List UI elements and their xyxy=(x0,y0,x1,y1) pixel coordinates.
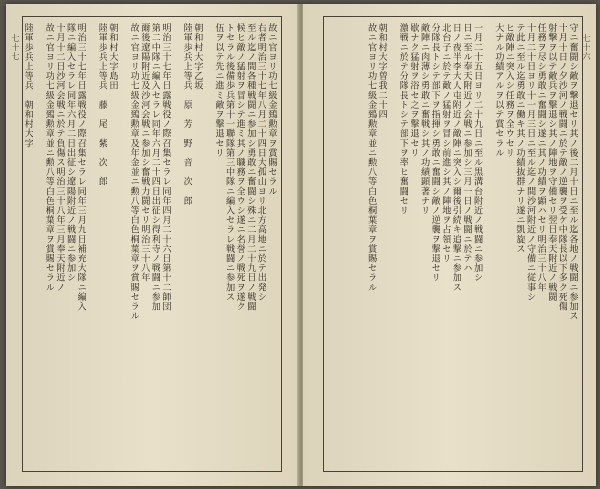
text-column xyxy=(117,23,129,463)
text-column xyxy=(201,23,213,463)
text-column: 日ニ至ル奉天附近ノ会戦ニ参加シ三月一日ノ戦闘ニ於テハ xyxy=(461,23,472,273)
text-column: ヒ敵陣ニ突入シ任務ヲ全ウセリ xyxy=(503,23,515,158)
text-column xyxy=(32,23,44,463)
text-column: 故ニ官ヨリ功七級金鵄勲章及年金並ニ勲八等白色桐葉章ヲ賞賜セラル xyxy=(128,23,140,321)
page-number-left: 七十七 xyxy=(11,34,20,61)
text-column: 歇ナク猛射ヲ浴セ之ヲ撃退セリ xyxy=(408,23,419,158)
text-column: 射撃ヲ以テ敵兵ヲ撃退シ其ノ陣地ヲ守備セリ翌日奉天附近ノ戦闘 xyxy=(545,23,557,302)
text-column: 故ニ官ヨリ功七級金鵄勲章並ニ勲八等白色桐葉章ヲ賞賜セラル xyxy=(43,23,55,292)
text-column: 故ニ官ヨリ功七級金鵄勲章ヲ賞賜セラル xyxy=(266,23,277,196)
text-column: 明治三十七年日露戦役ノ際召集セラレ同年四月二十六日第十二師団 xyxy=(160,23,171,311)
text-column: 敵陣ニ肉薄シ勇敢ニ奮戦シ其ノ功績顕著ナリ xyxy=(418,23,430,215)
text-column: 大ナル功績アルヲ以テ賞セラル xyxy=(492,23,504,158)
text-column: 十月十日ノ夕沙河ノ戦闘ニ於テ敵ノ逆襲ヲ受ケ中隊長以下多ク死傷 xyxy=(556,23,568,311)
text-column: 陸軍歩兵上等兵 朝和村大字 xyxy=(22,23,34,148)
text-column: 守ニ奮闘シ敵ヲ撃退セリ其ノ後二月十日ニ至ル迄各地ノ戦闘ニ参加ス xyxy=(567,23,578,321)
text-column xyxy=(170,23,182,463)
text-column: 日ノ夜半李大人屯附近ノ敵陣ニ突入シ爾後引続キ追撃ニ参加ス xyxy=(450,23,462,292)
text-column: 朝和村大字乙坂 xyxy=(191,23,203,91)
text-column: 右者明治三十七年八月二十四日大孤山ヨリ北方高地ニ於テ出発シ xyxy=(255,23,267,302)
text-column xyxy=(386,23,398,463)
text-column: 任務ヲ尽シ勇敢ニ奮闘シ遂ニ其ノ功績ヲ顕ハセリ明治三十八年 xyxy=(535,23,547,292)
text-column: 第二中隊ニ編入セラレ同年六月二十四日出征シ得利寺ノ戦闘ニ参加 xyxy=(149,23,161,311)
text-column: 北台子ニ於テ敵ノ猛射ヲ冒シ前進シ其ノ陣地ヲ占領セリ xyxy=(439,23,451,263)
right-page xyxy=(303,4,596,486)
text-column: テ此ニ至ル迄勇敢ニ働キ其ノ功績抜群ナリ遂ニ凱旋ス xyxy=(514,23,525,254)
text-column: 明治三十七年日露戦役ノ際召集セラレ同年三月九日補充大隊ニ編入 xyxy=(75,23,87,311)
text-column: 故ニ官ヨリ功七級金鵄勲章並ニ勲八等白色桐葉章ヲ賞賜セラル xyxy=(365,23,377,292)
text-frame-right xyxy=(323,16,583,472)
page-number-right: 七十六 xyxy=(582,34,591,61)
text-column: 十月十二日沙河会戦ニ於テ負傷ス明治三十八年三月奉天附近ノ xyxy=(54,23,65,292)
text-column: 十月二十日ヨリ十一月三日ニ至ル迄ノ間沙河附近ノ守備ニ従事シ xyxy=(524,23,536,302)
text-column: 至ル迄ノ間各種戦闘ニ参加シ勇敢ニ奮闘シ殊ニ二月二十九日ノ戦闘 xyxy=(244,23,256,311)
text-column: トセラル後備歩兵第十一聯隊第三中隊ニ編入セラレ戦闘ニ参加ス xyxy=(223,23,235,302)
text-column: 朝和村大字島田 xyxy=(107,23,118,91)
text-column: 爾後遼陽附近及沙河会戦ニ参加シ奮戦力闘セリ明治三十八年 xyxy=(138,23,150,283)
open-book xyxy=(6,4,596,486)
text-column: 隊ニ編入セラレ同年六月二日出征シ遼陽附近ノ戦闘ニ参加シ xyxy=(64,23,76,283)
text-column xyxy=(481,23,493,463)
text-column: 陸軍歩兵上等兵 藤 尾 紫 次 郎 xyxy=(96,23,108,187)
text-column: 陸軍歩兵上等兵 原 芳 野 音 次 郎 xyxy=(181,23,193,206)
left-page xyxy=(6,4,299,486)
text-column: 激戦ニ於テ分隊長トシテ部下ヲ率ヒ奮闘セリ xyxy=(397,23,409,215)
text-column: 候ヒ敵ノ猛射ヲ冒シテ進ミ其ノ職務ヲ全ウシ遂ニ名誉ノ戦死ヲ遂ク xyxy=(234,23,246,311)
text-column xyxy=(85,23,97,463)
text-column: 伍ヲ以テ先ニ進ミ敵ヲ撃退セリ xyxy=(213,23,224,158)
text-column: 朝和村大字曽我二十四 xyxy=(376,23,388,119)
text-column: 分隊長トシテ部下ヲ指揮シ勇敢ニ奮闘シ敵ノ逆襲ヲ撃退セリ xyxy=(429,23,441,283)
text-column: 一月二十五日ヨリ二十九日ニ至ル黒溝台附近ノ戦闘ニ参加シ xyxy=(471,23,483,283)
text-frame-left xyxy=(22,16,282,472)
